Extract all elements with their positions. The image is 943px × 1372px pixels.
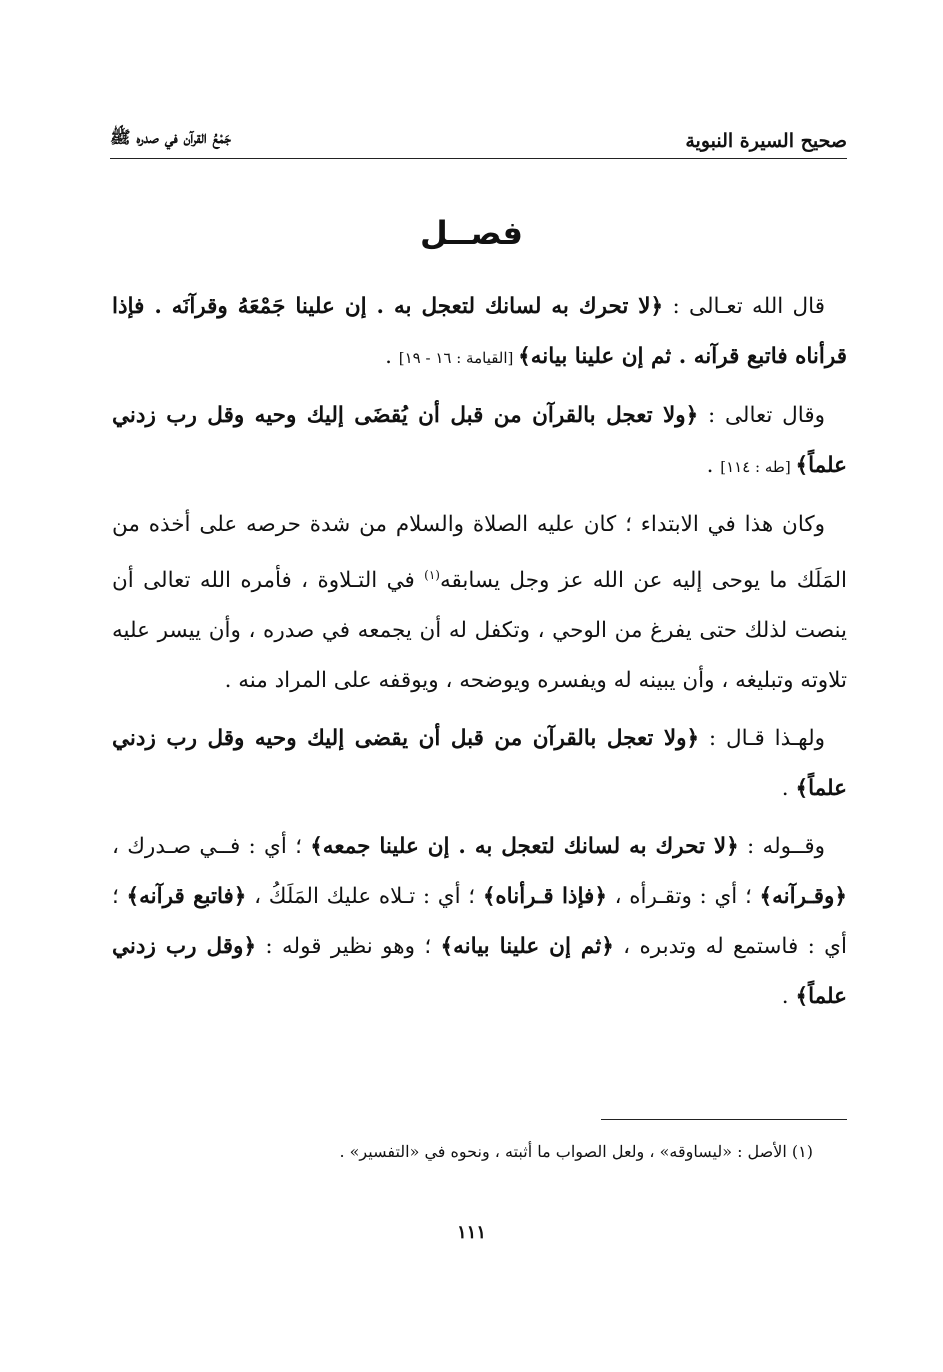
paragraph-4 bbox=[112, 714, 847, 814]
quran-verse: ﴿فإذا قـرأناه﴾ bbox=[482, 884, 607, 910]
verse-reference: [طه : ١١٤] bbox=[720, 458, 796, 476]
paragraph-3 bbox=[112, 500, 847, 706]
paragraph-text: قال الله تعـالى : bbox=[663, 294, 825, 319]
paragraph-2 bbox=[112, 391, 847, 492]
quran-verse: ﴿وقـرآنه﴾ bbox=[759, 884, 847, 910]
page-number: ١١١ bbox=[456, 1222, 486, 1243]
paragraph-text: ولهـذا قـال : bbox=[699, 726, 825, 752]
paragraph-text: وقال تعالى : bbox=[698, 403, 825, 428]
quran-verse: ﴿ولا تعجل بالقرآن من قبل أن يُقضَى إليك وحيه وقل رب زدني علماً﴾ bbox=[112, 403, 847, 478]
footnote-marker: (١) bbox=[424, 568, 440, 582]
verse-reference: [القيامة : ١٦ - ١٩] bbox=[398, 349, 519, 367]
punctuation: . bbox=[781, 776, 796, 802]
footnote: (١) الأصل : «ليساوقه» ، ولعل الصواب ما أثبته ، ونحوه في «التفسير» . bbox=[339, 1142, 813, 1161]
running-header bbox=[110, 112, 847, 159]
header-chapter-title: جَمْعُ القرآن في صدره ﷺ bbox=[110, 128, 232, 148]
paragraph-1 bbox=[112, 282, 847, 383]
paragraph-text: وقــوله : bbox=[738, 834, 825, 860]
header-book-title: صحيح السيرة النبوية bbox=[685, 130, 847, 152]
quran-verse: ﴿ولا تعجل بالقرآن من قبل أن يقضى إليك وحيه وقل رب زدني علماً﴾ bbox=[112, 726, 847, 802]
paragraph-text: ؛ وهو نظير قوله : bbox=[256, 934, 441, 960]
punctuation: . bbox=[385, 344, 399, 369]
quran-verse: ﴿فاتبع قرآنه﴾ bbox=[126, 884, 247, 910]
quran-verse: ﴿وقل رب زدني علماً﴾ bbox=[112, 934, 847, 1010]
section-title: فصــل bbox=[420, 214, 523, 252]
paragraph-text: في التـلاوة ، فأمره الله تعالى أن ينصت لذلك حتى يفرغ من الوحي ، وتكفل له أن يجمعه في صدره ، وأن ييسر عليه تلاوته وتبليغه ، وأن يبينه له ويفسره ويوضحه ، ويوقفه على المراد منه . bbox=[112, 568, 847, 694]
paragraph-text: ؛ أي : فاستمع له وتدبره ، bbox=[112, 884, 847, 960]
paragraph-5 bbox=[112, 822, 847, 1022]
quran-verse: ﴿ثم إن علينا بيانه﴾ bbox=[440, 934, 614, 960]
punctuation: . bbox=[781, 984, 796, 1010]
quran-verse: ﴿لا تحرك به لسانك لتعجل به . إن علينا جمعه﴾ bbox=[310, 834, 739, 860]
footnote-separator bbox=[601, 1119, 847, 1120]
paragraph-text: ؛ أي : تـلاه عليك المَلَكُ ، bbox=[246, 884, 483, 910]
paragraph-text: وكان هذا في الابتداء ؛ كان عليه الصلاة والسلام من شدة حرصه على أخذه من المَلَك ما يوحى إليه عن الله عز وجل يسابقه bbox=[112, 512, 847, 594]
paragraph-text: ؛ أي : فــي صـدرك ، bbox=[112, 834, 311, 860]
punctuation: . bbox=[706, 453, 721, 478]
body-text bbox=[112, 282, 847, 1030]
paragraph-text: ؛ أي : وتقـرأه ، bbox=[606, 884, 760, 910]
quran-verse: ﴿لا تحرك به لسانك لتعجل به . إن علينا جَمْعَهُ وقرآنَه . فإذا قرأناه فاتبع قرآنه . ثم إن علينا بيانه﴾ bbox=[112, 294, 847, 369]
